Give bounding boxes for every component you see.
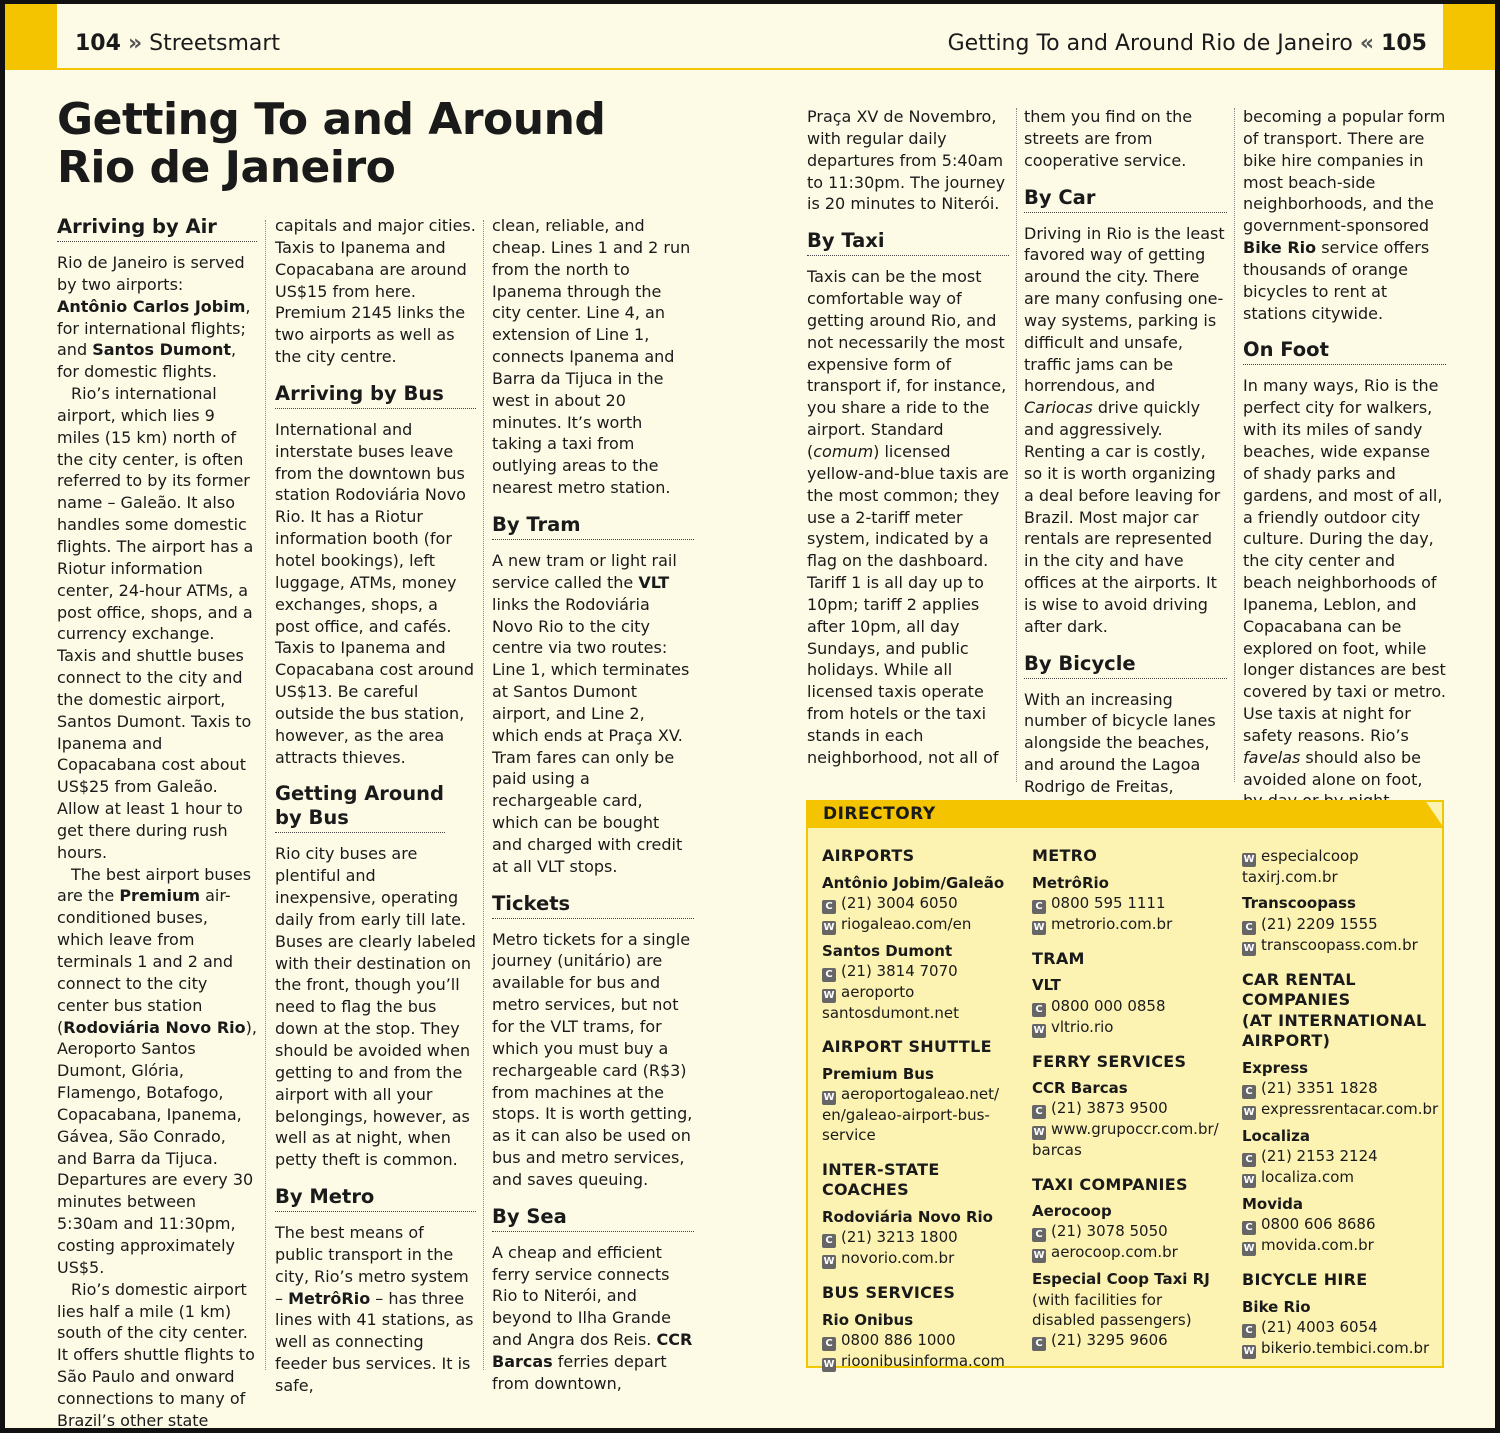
phone-line: C 0800 595 1111: [1032, 893, 1232, 914]
frame-left: [0, 0, 5, 1433]
directory-entry-name: Rodoviária Novo Rio: [822, 1207, 993, 1226]
directory-entry-name: CCR Barcas: [1032, 1079, 1128, 1098]
paragraph: [57, 864, 257, 1279]
bold-term: Premium: [119, 886, 200, 906]
bold-term: Bike Rio: [1243, 238, 1317, 258]
text-run: The best means of public transport in the city, Rio’s metro system –: [275, 1223, 469, 1308]
text-run: ) licensed yellow-and-blue taxis are the most common; they use a 2-tariff meter system, indicated by a flag on the dashboard. Tariff 1 is all day up to 10pm; tariff 2 applies after 10pm, all day Sundays, and public holidays. While all licensed taxis operate from hotels or the taxi stands in each neighborhood, not all of: [807, 441, 1009, 767]
heading-tickets: Tickets: [492, 892, 694, 919]
phone-line: C (21) 2153 2124: [1242, 1146, 1442, 1167]
phone-line: C (21) 3213 1800: [822, 1227, 1022, 1248]
web-icon: W: [1033, 1024, 1045, 1036]
web-line-continued: santosdumont.net: [822, 1004, 959, 1023]
text-run: capitals and major cities. Taxis to Ipanema and Copacabana are around US$15 from here. Premium 2145 links the two airports as well as the city centre.: [275, 216, 476, 367]
heading-on-foot: On Foot: [1243, 338, 1446, 365]
bold-term: CCR Barcas: [492, 1330, 693, 1371]
heading-by-taxi: By Taxi: [807, 229, 1009, 256]
text-run: air-conditioned buses, which leave from terminals 1 and 2 and connect to the city center bus station (: [57, 886, 234, 1037]
directory-entry-name: VLT: [1032, 976, 1061, 995]
directory-entry-name: MetrôRio: [1032, 873, 1109, 892]
page-title: Getting To and Around Rio de Janeiro: [57, 94, 606, 193]
phone-icon: C: [822, 1337, 836, 1351]
directory-column-3: [1242, 846, 1442, 1359]
directory-heading: BUS SERVICES: [822, 1283, 956, 1303]
text-run: With an increasing number of bicycle lanes alongside the beaches, and around the Lagoa Rodrigo de Freitas,: [1024, 689, 1216, 796]
directory-entry-name: Transcoopass: [1242, 894, 1356, 913]
phone-line: C 0800 606 8686: [1242, 1214, 1442, 1235]
directory-column-1: [822, 846, 1022, 1372]
column-5: [1024, 106, 1227, 820]
text-run: service offers thousands of orange bicycles to rent at stations citywide.: [1243, 238, 1430, 323]
italic-term: favelas: [1243, 747, 1301, 767]
text-run: International and interstate buses leave from the downtown bus station Rodoviária Novo Rio. It has a Riotur information booth (for hotel bookings), left luggage, ATMs, money exchanges, shops, a post office, and cafés. Taxis to Ipanema and Copacabana cost around US$13. Be careful outside the bus station, however, as the area attracts thieves.: [275, 419, 475, 767]
bold-term: Antônio Carlos Jobim: [57, 296, 246, 316]
text-run: ), Aeroporto Santos Dumont, Glória, Flamengo, Botafogo, Copacabana, Ipanema, Gávea, São Conrado, and Barra da Tijuca. Departures are every 30 minutes between 5:30am and 11:30pm, costing approximately US$5.: [57, 1017, 257, 1277]
bold-term: Santos Dumont: [92, 340, 232, 360]
bold-term: MetrôRio: [288, 1288, 371, 1308]
phone-icon: C: [1242, 1324, 1256, 1338]
bold-term: Rodoviária Novo Rio: [63, 1017, 246, 1037]
web-line-continued: taxirj.com.br: [1242, 868, 1338, 886]
directory-heading: METRO: [1032, 846, 1098, 865]
paragraph: [1243, 106, 1446, 324]
directory-entry-name: Bike Rio: [1242, 1297, 1311, 1316]
phone-line: C (21) 3078 5050: [1032, 1221, 1232, 1242]
web-line: W localiza.com: [1243, 1168, 1354, 1187]
phone-line: C (21) 3004 6050: [822, 893, 1022, 914]
paragraph: [275, 1222, 476, 1397]
phone-icon: C: [1032, 1105, 1046, 1119]
directory-entry-name: Santos Dumont: [822, 941, 953, 960]
paragraph: [275, 843, 476, 1171]
directory-heading: INTER-STATE COACHES: [822, 1159, 940, 1200]
phone-icon: C: [822, 900, 836, 914]
directory-entry-name: Movida: [1242, 1195, 1304, 1214]
italic-term: Cariocas: [1024, 398, 1093, 418]
right-page-tab: [1443, 4, 1495, 70]
directory-heading: CAR RENTAL COMPANIES (AT INTERNATIONAL AIRPORT): [1242, 969, 1427, 1051]
bold-term: VLT: [638, 572, 670, 592]
web-icon: W: [823, 1358, 835, 1370]
phone-line: C 0800 886 1000: [822, 1330, 1022, 1351]
web-line: W movida.com.br: [1243, 1236, 1374, 1255]
paragraph: [807, 106, 1009, 215]
phone-line: C (21) 4003 6054: [1242, 1317, 1442, 1338]
chevron-right-icon: »: [127, 31, 143, 56]
phone-line: C (21) 3873 9500: [1032, 1098, 1232, 1119]
right-section-name: Getting To and Around Rio de Janeiro: [947, 31, 1353, 56]
phone-icon: C: [1242, 1221, 1256, 1235]
chevron-left-icon: «: [1359, 31, 1375, 56]
web-line: W aerocoop.com.br: [1033, 1243, 1178, 1262]
paragraph: [275, 215, 476, 368]
web-icon: W: [1243, 1243, 1255, 1255]
paragraph: [57, 1279, 257, 1432]
web-icon: W: [1243, 1346, 1255, 1358]
web-line-continued: en/galeao-airport-bus-: [822, 1106, 990, 1125]
left-page-tab: [5, 4, 57, 70]
web-icon: W: [1243, 854, 1255, 865]
phone-icon: C: [1032, 1337, 1046, 1351]
heading-by-bicycle: By Bicycle: [1024, 652, 1227, 679]
web-icon: W: [1033, 921, 1045, 933]
directory-heading: FERRY SERVICES: [1032, 1051, 1187, 1071]
web-icon: W: [823, 1092, 835, 1104]
paragraph: [807, 266, 1009, 768]
phone-icon: C: [1242, 1153, 1256, 1167]
directory-entry-name: Rio Onibus: [822, 1310, 914, 1329]
web-line: W transcoopass.com.br: [1243, 935, 1418, 954]
web-line-continued: service: [822, 1126, 876, 1145]
web-icon: W: [1243, 942, 1255, 954]
column-2: [275, 215, 476, 1397]
heading-getting-around-by-bus: Getting Around by Bus: [275, 782, 445, 833]
directory-heading: AIRPORTS: [822, 846, 915, 865]
paragraph: [1243, 375, 1446, 812]
column-3: [492, 215, 694, 1395]
directory-heading: BICYCLE HIRE: [1242, 1270, 1368, 1290]
heading-arriving-by-bus: Arriving by Bus: [275, 382, 476, 409]
web-line: W aeroporto: [823, 983, 915, 1002]
phone-line: C (21) 3351 1828: [1242, 1078, 1442, 1099]
phone-icon: C: [822, 1234, 836, 1248]
directory-column-2: [1032, 846, 1232, 1351]
text-run: Metro tickets for a single journey (unitário) are available for bus and metro services, but not for the VLT trams, for which you must buy a rechargeable card (R$3) from machines at the stops. It is worth getting, as it can also be used on bus and metro services, and saves queuing.: [492, 929, 693, 1189]
heading-arriving-by-air: Arriving by Air: [57, 215, 257, 242]
directory-entry-name: Express: [1242, 1058, 1309, 1077]
web-line: W rioonibusinforma.com: [823, 1351, 1005, 1370]
paragraph: [1024, 106, 1227, 172]
column-divider: [1234, 108, 1235, 782]
paragraph: [492, 215, 694, 499]
paragraph: [275, 419, 476, 769]
text-run: clean, reliable, and cheap. Lines 1 and 2 run from the north to Ipanema through the city center. Line 4, an extension of Line 1, connects Ipanema and Barra da Tijuca in the west in about 20 minutes. It’s worth taking a taxi from outlying areas to the nearest metro station.: [492, 216, 691, 498]
text-run: A cheap and efficient ferry service connects Rio to Niterói, and beyond to Ilha Grande and Angra dos Reis.: [492, 1242, 671, 1350]
web-line: W expressrentacar.com.br: [1243, 1099, 1439, 1118]
web-icon: W: [1243, 1106, 1255, 1118]
text-run: , for domestic flights.: [57, 340, 237, 382]
column-divider: [483, 220, 484, 1370]
entry-note: disabled passengers): [1032, 1311, 1192, 1330]
directory-title: DIRECTORY: [823, 804, 936, 824]
text-run: ferries depart from downtown,: [492, 1351, 667, 1393]
text-run: – has three lines with 41 stations, as well as connecting feeder bus services. It is safe,: [275, 1288, 474, 1395]
left-section-name: Streetsmart: [149, 31, 281, 56]
text-run: In many ways, Rio is the perfect city for walkers, with its miles of sandy beaches, wide expanse of shady parks and gardens, and most of all, a friendly outdoor city culture. During the day, the city center and beach neighborhoods of Ipanema, Leblon, and Copacabana can be explored on foot, while longer distances are best covered by taxi or metro. Use taxis at night for safety reasons. Rio’s: [1243, 376, 1446, 745]
text-run: Praça XV de Novembro, with regular daily departures from 5:40am to 11:30pm. The journey is 20 minutes to Niterói.: [807, 107, 1006, 214]
web-line-continued: barcas: [1032, 1141, 1082, 1160]
column-6: [1243, 106, 1446, 812]
paragraph: [492, 929, 694, 1191]
web-line: W especialcoop: [1243, 847, 1359, 865]
italic-term: comum: [813, 441, 874, 461]
text-run: The best airport buses are the: [57, 864, 252, 906]
text-run: Taxis can be the most comfortable way of getting around Rio, and not necessarily the most expensive form of transport if, for instance, you share a ride to the airport. Standard (: [807, 267, 1007, 461]
web-line: W metrorio.com.br: [1033, 914, 1173, 933]
web-line: W vltrio.rio: [1033, 1017, 1114, 1036]
text-run: drive quickly and aggressively. Renting a car is costly, so it is worth organizing a deal before leaving for Brazil. Most major car rentals are represented in the city and have offices at the airports. It is wise to avoid driving after dark.: [1024, 398, 1221, 636]
directory-entry-name: Antônio Jobim/Galeão: [822, 873, 1005, 892]
phone-icon: C: [1032, 1003, 1046, 1017]
text-run: them you find on the streets are from cooperative service.: [1024, 107, 1193, 170]
text-run: becoming a popular form of transport. There are bike hire companies in most beach-side neighborhoods, and the government-sponsored: [1243, 107, 1446, 236]
web-icon: W: [1033, 1250, 1045, 1262]
paragraph: [492, 550, 694, 878]
text-run: A new tram or light rail service called the: [492, 550, 677, 592]
web-line: W www.grupoccr.com.br/: [1033, 1120, 1219, 1139]
web-icon: W: [1033, 1127, 1045, 1139]
left-running-head: [75, 30, 280, 58]
directory-heading: AIRPORT SHUTTLE: [822, 1037, 992, 1057]
header-rule: [57, 68, 1443, 70]
text-run: Rio city buses are plentiful and inexpensive, operating daily from early till late. Buses are clearly labeled with their destination on the front, though you’ll need to flag the bus down at the stop. They should be avoided when getting to and from the airport with all your belongings, however, as well as at night, when petty theft is common.: [275, 844, 476, 1170]
paragraph: [492, 1242, 694, 1395]
phone-line: C (21) 2209 1555: [1242, 914, 1442, 935]
text-run: links the Rodoviária Novo Rio to the city centre via two routes: Line 1, which terminates at Santos Dumont airport, and Line 2, which ends at Praça XV. Tram fares can only be paid using a rechargeable card, which can be bought and charged with credit at all VLT stops.: [492, 594, 690, 876]
directory-entry-name: Especial Coop Taxi RJ: [1032, 1270, 1210, 1289]
heading-by-sea: By Sea: [492, 1205, 694, 1232]
text-run: Rio’s domestic airport lies half a mile (1 km) south of the city center. It offers shuttle flights to São Paulo and onward connections to many of Brazil’s other state: [57, 1279, 255, 1430]
directory-entry-name: Aerocoop: [1032, 1202, 1112, 1221]
right-page-number: 105: [1381, 31, 1427, 56]
frame-right: [1495, 0, 1500, 1433]
paragraph: [57, 252, 257, 383]
directory-heading: TRAM: [1032, 948, 1085, 968]
web-icon: W: [1243, 1175, 1255, 1187]
phone-line: C (21) 3295 9606: [1032, 1330, 1232, 1351]
phone-line: C (21) 3814 7070: [822, 961, 1022, 982]
web-line: W riogaleao.com/en: [823, 914, 972, 933]
phone-icon: C: [1032, 900, 1046, 914]
paragraph: [57, 383, 257, 864]
text-run: should also be avoided alone on foot,: [1243, 747, 1423, 789]
phone-icon: C: [1032, 1228, 1046, 1242]
text-run: Driving in Rio is the least favored way of getting around the city. There are many confusing one-way systems, parking is difficult and unsafe, traffic jams can be horrendous, and: [1024, 223, 1225, 396]
directory-heading: TAXI COMPANIES: [1032, 1174, 1188, 1194]
text-run: Rio’s international airport, which lies 9 miles (15 km) north of the city center, is often referred to by its former name – Galeão. It also handles some domestic flights. The airport has a Riotur information center, 24-hour ATMs, a post office, shops, and a currency exchange. Taxis and shuttle buses connect to the city and the domestic airport, Santos Dumont. Taxis to Ipanema and Copacabana cost about US$25 from Galeão. Allow at least 1 hour to get there during rush hours.: [57, 384, 254, 862]
column-divider: [1016, 108, 1017, 782]
phone-icon: C: [822, 968, 836, 982]
heading-by-tram: By Tram: [492, 513, 694, 540]
text-run: , for international flights; and: [57, 296, 251, 360]
web-line: W novorio.com.br: [823, 1249, 955, 1268]
phone-icon: C: [1242, 921, 1256, 935]
paragraph: [1024, 223, 1227, 638]
web-line: W bikerio.tembici.com.br: [1243, 1339, 1430, 1358]
phone-icon: C: [1242, 1085, 1256, 1099]
left-page-number: 104: [75, 31, 121, 56]
web-line: W aeroportogaleao.net/: [823, 1085, 1000, 1104]
web-icon: W: [823, 1256, 835, 1268]
text-run: Rio de Janeiro is served by two airports:: [57, 253, 245, 294]
web-icon: W: [823, 921, 835, 933]
heading-by-car: By Car: [1024, 186, 1227, 213]
right-running-head: [948, 30, 1427, 58]
column-1: [57, 215, 257, 1432]
directory-entry-name: Localiza: [1242, 1126, 1311, 1145]
directory-entry-name: Premium Bus: [822, 1064, 934, 1083]
entry-note: (with facilities for: [1032, 1290, 1163, 1309]
heading-by-metro: By Metro: [275, 1185, 476, 1212]
web-icon: W: [823, 990, 835, 1002]
column-divider: [265, 220, 266, 1370]
phone-line: C 0800 000 0858: [1032, 996, 1232, 1017]
column-4: [807, 106, 1009, 769]
